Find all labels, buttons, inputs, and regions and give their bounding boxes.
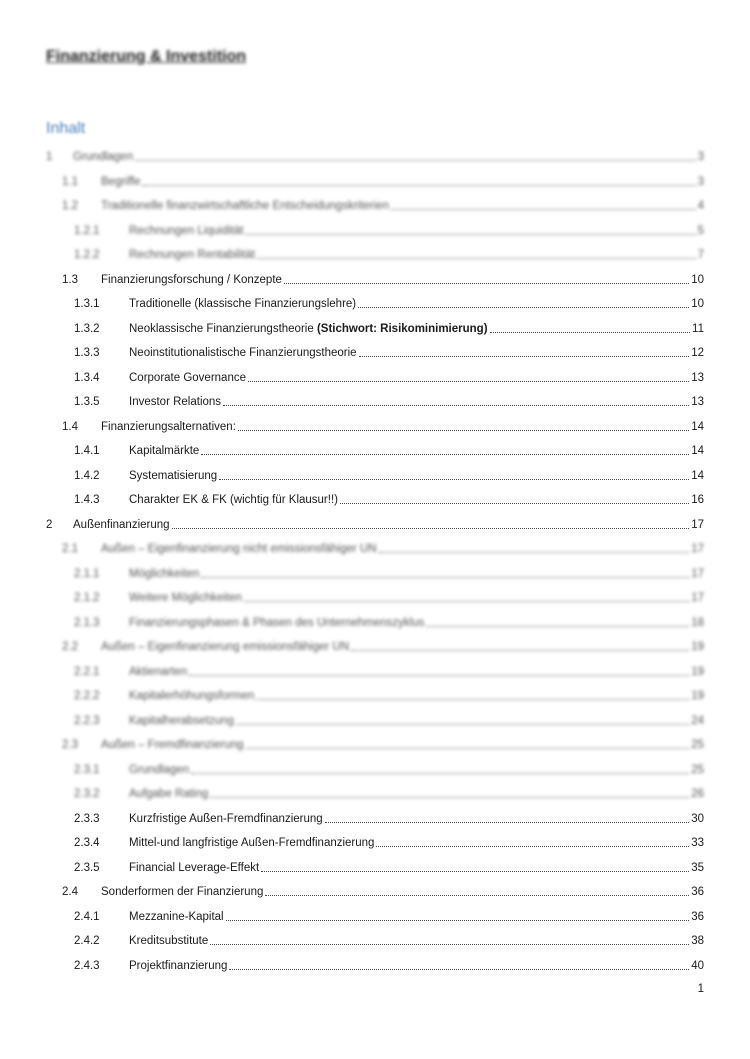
toc-heading: Inhalt — [46, 120, 86, 137]
toc-entry[interactable] — [62, 728, 704, 752]
toc-leader-dots — [210, 796, 689, 798]
toc-entry-number: 2.1.3 — [74, 616, 100, 629]
toc-entry-number: 2.3.1 — [74, 763, 100, 776]
toc-entry[interactable] — [74, 557, 704, 581]
toc-entry-number: 2.4.2 — [74, 935, 100, 947]
toc-leader-dots — [244, 600, 689, 602]
toc-entry-page: 26 — [691, 788, 704, 800]
toc-entry-title — [101, 640, 349, 654]
toc-entry-number: 2.4.1 — [74, 910, 100, 923]
toc-entry-number: 2.2.2 — [74, 690, 100, 702]
toc-entry-page: 3 — [697, 151, 704, 163]
toc-entry[interactable] — [74, 679, 704, 703]
toc-leader-dots — [246, 747, 690, 749]
toc-leader-dots — [359, 355, 690, 357]
toc-entry-title-text: Grundlagen — [129, 763, 190, 776]
toc-entry-title — [129, 322, 488, 336]
toc-entry[interactable] — [74, 434, 704, 458]
toc-entry-title — [129, 787, 208, 801]
toc-entry[interactable] — [74, 924, 704, 948]
toc-entry-title-text: Aufgabe Rating — [129, 788, 209, 800]
toc-entry-page: 3 — [697, 175, 704, 188]
toc-entry[interactable] — [74, 900, 704, 924]
toc-entry-number: 1.1 — [62, 175, 78, 188]
toc-entry[interactable] — [74, 361, 704, 385]
toc-entry[interactable] — [62, 410, 704, 434]
toc-entry-number: 2.3.4 — [74, 837, 100, 849]
toc-entry-title-text: Charakter EK & FK (wichtig für Klausur!!) — [129, 494, 338, 506]
toc-entry-title — [101, 885, 263, 899]
toc-entry-number: 2.1.2 — [74, 592, 100, 604]
toc-entry-page: 25 — [691, 763, 704, 776]
toc-entry[interactable] — [46, 140, 704, 164]
toc-leader-dots — [256, 698, 689, 700]
toc-entry-title-text: Kreditsubstitute — [129, 935, 209, 947]
toc-leader-dots — [379, 551, 690, 553]
toc-entry-number: 1.3.5 — [74, 396, 100, 408]
toc-entry-page: 17 — [691, 592, 704, 604]
toc-entry-title-text: Weitere Möglichkeiten — [129, 592, 242, 604]
toc-entry-number: 2.2.1 — [74, 665, 100, 678]
toc-entry[interactable] — [46, 508, 704, 532]
toc-entry-title-text: Grundlagen — [73, 151, 134, 163]
toc-leader-dots — [376, 845, 689, 847]
toc-entry-page: 17 — [691, 543, 704, 555]
toc-entry-page: 17 — [691, 567, 704, 580]
toc-entry-page: 18 — [691, 616, 704, 629]
toc-entry-number: 2.3 — [62, 739, 78, 751]
toc-entry-title-text: Kapitalherabsetzung — [129, 714, 234, 727]
toc-entry-number: 2.2.3 — [74, 714, 100, 727]
toc-entry-title-text: Außen – Fremdfinanzierung — [101, 739, 244, 751]
toc-leader-dots — [210, 943, 689, 945]
toc-entry[interactable] — [74, 826, 704, 850]
toc-entry-title — [101, 175, 140, 189]
toc-entry[interactable] — [74, 606, 704, 630]
toc-entry-page: 11 — [692, 322, 704, 335]
toc-entry-number: 1.3.3 — [74, 347, 100, 359]
toc-entry[interactable] — [74, 287, 704, 311]
toc-entry-page: 14 — [691, 420, 704, 433]
toc-entry-number: 2.3.3 — [74, 812, 100, 825]
toc-entry-number: 1.3.2 — [74, 322, 100, 335]
toc-entry-title-text: Neoinstitutionalistische Finanzierungstheorie — [129, 347, 357, 359]
toc-entry-page: 10 — [691, 273, 704, 286]
toc-entry-number: 2.1.1 — [74, 567, 100, 580]
toc-leader-dots — [142, 184, 695, 186]
toc-entry-title-text: Traditionelle finanzwirtschaftliche Entscheidungskriterien — [101, 200, 389, 212]
toc-leader-dots — [351, 649, 689, 651]
toc-entry[interactable] — [74, 581, 704, 605]
toc-entry-title-text: Außenfinanzierung — [73, 518, 170, 531]
toc-entry[interactable] — [74, 704, 704, 728]
toc-entry-title-text: Außen – Eigenfinanzierung nicht emissionsfähiger UN — [101, 543, 377, 555]
toc-leader-dots — [191, 772, 689, 774]
toc-entry-title — [129, 591, 242, 605]
toc-entry[interactable] — [74, 238, 704, 262]
toc-leader-dots — [325, 821, 690, 823]
toc-leader-dots — [391, 208, 696, 210]
toc-entry[interactable] — [74, 777, 704, 801]
toc-leader-dots — [201, 576, 689, 578]
toc-entry-page: 17 — [691, 518, 704, 531]
toc-entry-title-text: Neoklassische Finanzierungstheorie — [129, 322, 317, 335]
toc-entry[interactable] — [62, 263, 704, 287]
toc-entry-title — [129, 346, 357, 360]
toc-leader-dots — [284, 282, 689, 284]
toc-entry[interactable] — [74, 483, 704, 507]
toc-entry[interactable] — [74, 214, 704, 238]
toc-entry-page: 16 — [691, 494, 704, 506]
toc-entry-title — [129, 248, 255, 262]
toc-leader-dots — [189, 674, 689, 676]
toc-leader-dots — [172, 527, 690, 529]
toc-entry-title-text: Finanzierungsphasen & Phasen des Unternehmenszyklus — [129, 616, 425, 629]
toc-entry-page: 40 — [691, 959, 704, 972]
toc-entry-page: 30 — [691, 812, 704, 825]
toc-entry-title — [101, 199, 389, 213]
toc-entry-page: 4 — [697, 200, 704, 212]
toc-entry[interactable] — [74, 312, 704, 336]
toc-entry[interactable] — [62, 532, 704, 556]
toc-entry-title-text: Corporate Governance — [129, 371, 246, 384]
document-title: Finanzierung & Investition — [46, 48, 247, 65]
toc-entry-title — [129, 493, 338, 507]
toc-entry-title — [129, 444, 199, 458]
toc-entry-page: 36 — [691, 910, 704, 923]
toc-entry-title-text: Rechnungen Liquidität — [129, 224, 244, 237]
toc-entry-title-text: Projektfinanzierung — [129, 959, 228, 972]
toc-entry-title — [129, 836, 374, 850]
toc-entry-page: 19 — [691, 690, 704, 702]
toc-leader-dots — [340, 502, 689, 504]
toc-entry-number: 1.4 — [62, 420, 78, 433]
toc-leader-dots — [245, 233, 695, 235]
toc-entry-title-text: Aktienarten — [129, 665, 188, 678]
toc-entry-page: 13 — [691, 396, 704, 408]
toc-leader-dots — [265, 894, 689, 896]
toc-entry-number: 2.3.2 — [74, 788, 100, 800]
toc-entry-title-text: Systematisierung — [129, 469, 218, 482]
toc-entry-title — [129, 224, 243, 238]
toc-entry-title — [129, 959, 227, 973]
toc-entry-title — [129, 616, 424, 630]
toc-entry-page: 14 — [691, 469, 704, 482]
toc-entry-title-text: Kurzfristige Außen-Fremdfinanzierung — [129, 812, 323, 825]
toc-entry-title-text: Außen – Eigenfinanzierung emissionsfähiger UN — [101, 641, 350, 653]
toc-leader-dots — [261, 870, 689, 872]
toc-entry-title-text: Finanzierungsforschung / Konzepte — [101, 273, 282, 286]
toc-entry[interactable] — [62, 165, 704, 189]
toc-entry-page: 14 — [691, 445, 704, 457]
toc-entry-title — [129, 469, 217, 483]
toc-leader-dots — [226, 919, 690, 921]
toc-entry-title — [73, 150, 133, 164]
toc-entry-page: 24 — [691, 714, 704, 727]
toc-entry[interactable] — [74, 336, 704, 360]
toc-entry-page: 36 — [691, 886, 704, 898]
toc-entry-title-text: Mittel-und langfristige Außen-Fremdfinanzierung — [129, 837, 375, 849]
toc-entry-title-bold: (Stichwort: Risikominimierung) — [316, 322, 488, 335]
toc-leader-dots — [358, 306, 689, 308]
toc-entry-number: 1.3.1 — [74, 298, 100, 310]
toc-entry-title-text: Sonderformen der Finanzierung — [101, 886, 264, 898]
toc-entry-title — [129, 297, 356, 311]
toc-entry-page: 19 — [691, 665, 704, 678]
toc-entry[interactable] — [74, 753, 704, 777]
toc-entry[interactable] — [62, 630, 704, 654]
toc-entry-number: 2.1 — [62, 543, 78, 555]
toc-entry-title-text: Investor Relations — [129, 396, 222, 408]
toc-leader-dots — [219, 478, 689, 480]
toc-entry-title — [101, 273, 282, 287]
toc-entry[interactable] — [74, 385, 704, 409]
page-number: 1 — [697, 983, 704, 995]
toc-entry-number: 2.2 — [62, 641, 78, 653]
toc-entry-title — [129, 371, 246, 385]
toc-entry-title-text: Finanzierungsalternativen: — [101, 420, 236, 433]
toc-entry-title — [101, 420, 236, 434]
toc-entry-title — [129, 934, 208, 948]
toc-entry-title-text: Kapitalerhöhungsformen — [129, 690, 255, 702]
toc-entry-title — [129, 395, 221, 409]
toc-entry-title-text: Begriffe — [101, 175, 141, 188]
toc-entry[interactable] — [62, 875, 704, 899]
toc-entry-page: 38 — [691, 935, 704, 947]
toc-entry-number: 2 — [46, 518, 53, 531]
toc-entry-page: 35 — [691, 861, 704, 874]
toc-leader-dots — [257, 257, 696, 259]
toc-entry-number: 1.4.1 — [74, 445, 100, 457]
toc-leader-dots — [223, 404, 689, 406]
toc-entry-number: 1.3.4 — [74, 371, 100, 384]
toc-entry-number: 2.4 — [62, 886, 78, 898]
toc-leader-dots — [229, 968, 689, 970]
toc-leader-dots — [238, 429, 689, 431]
toc-entry-number: 1.3 — [62, 273, 78, 286]
toc-entry-title — [129, 689, 254, 703]
toc-entry-number: 1.2.2 — [74, 249, 100, 261]
toc-leader-dots — [490, 331, 691, 333]
toc-entry-number: 1 — [46, 151, 53, 163]
toc-entry-title-text: Traditionelle (klassische Finanzierungslehre) — [129, 298, 357, 310]
toc-entry-title — [129, 763, 189, 777]
toc-entry-title-text: Rechnungen Rentabilität — [129, 249, 255, 261]
toc-entry[interactable] — [74, 851, 704, 875]
toc-entry-title-text: Kapitalmärkte — [129, 445, 200, 457]
toc-entry-title — [129, 812, 323, 826]
toc-entry-title — [129, 910, 224, 924]
toc-entry-title — [101, 738, 244, 752]
toc-entry-title — [129, 567, 199, 581]
toc-leader-dots — [248, 380, 689, 382]
toc-entry-page: 13 — [691, 371, 704, 384]
toc-entry-page: 19 — [691, 641, 704, 653]
toc-entry-title — [129, 665, 187, 679]
toc-entry-number: 1.2.1 — [74, 224, 100, 237]
toc-entry[interactable] — [74, 459, 704, 483]
toc-entry-number: 1.2 — [62, 200, 78, 212]
toc-entry-number: 1.4.3 — [74, 494, 100, 506]
toc-entry-title-text: Financial Leverage-Effekt — [129, 861, 260, 874]
toc-leader-dots — [201, 453, 689, 455]
toc-entry-title-text: Möglichkeiten — [129, 567, 200, 580]
toc-entry-page: 25 — [691, 739, 704, 751]
toc-leader-dots — [236, 723, 689, 725]
toc-entry-title — [129, 714, 234, 728]
toc-entry-page: 10 — [691, 298, 704, 310]
toc-entry-page: 7 — [697, 249, 704, 261]
toc-entry[interactable] — [74, 802, 704, 826]
toc-entry[interactable] — [62, 189, 704, 213]
toc-leader-dots — [135, 159, 695, 161]
toc-entry[interactable] — [74, 655, 704, 679]
toc-leader-dots — [426, 625, 689, 627]
toc-entry-number: 2.4.3 — [74, 959, 100, 972]
toc-entry-number: 1.4.2 — [74, 469, 100, 482]
toc-entry-title-text: Mezzanine-Kapital — [129, 910, 224, 923]
toc-entry-page: 5 — [697, 224, 704, 237]
toc-entry-title — [73, 518, 170, 532]
toc-entry-number: 2.3.5 — [74, 861, 100, 874]
toc-entry-title — [129, 861, 259, 875]
toc-entry[interactable] — [74, 949, 704, 973]
toc-entry-page: 12 — [691, 347, 704, 359]
toc-entry-page: 33 — [691, 837, 704, 849]
toc-entry-title — [101, 542, 377, 556]
